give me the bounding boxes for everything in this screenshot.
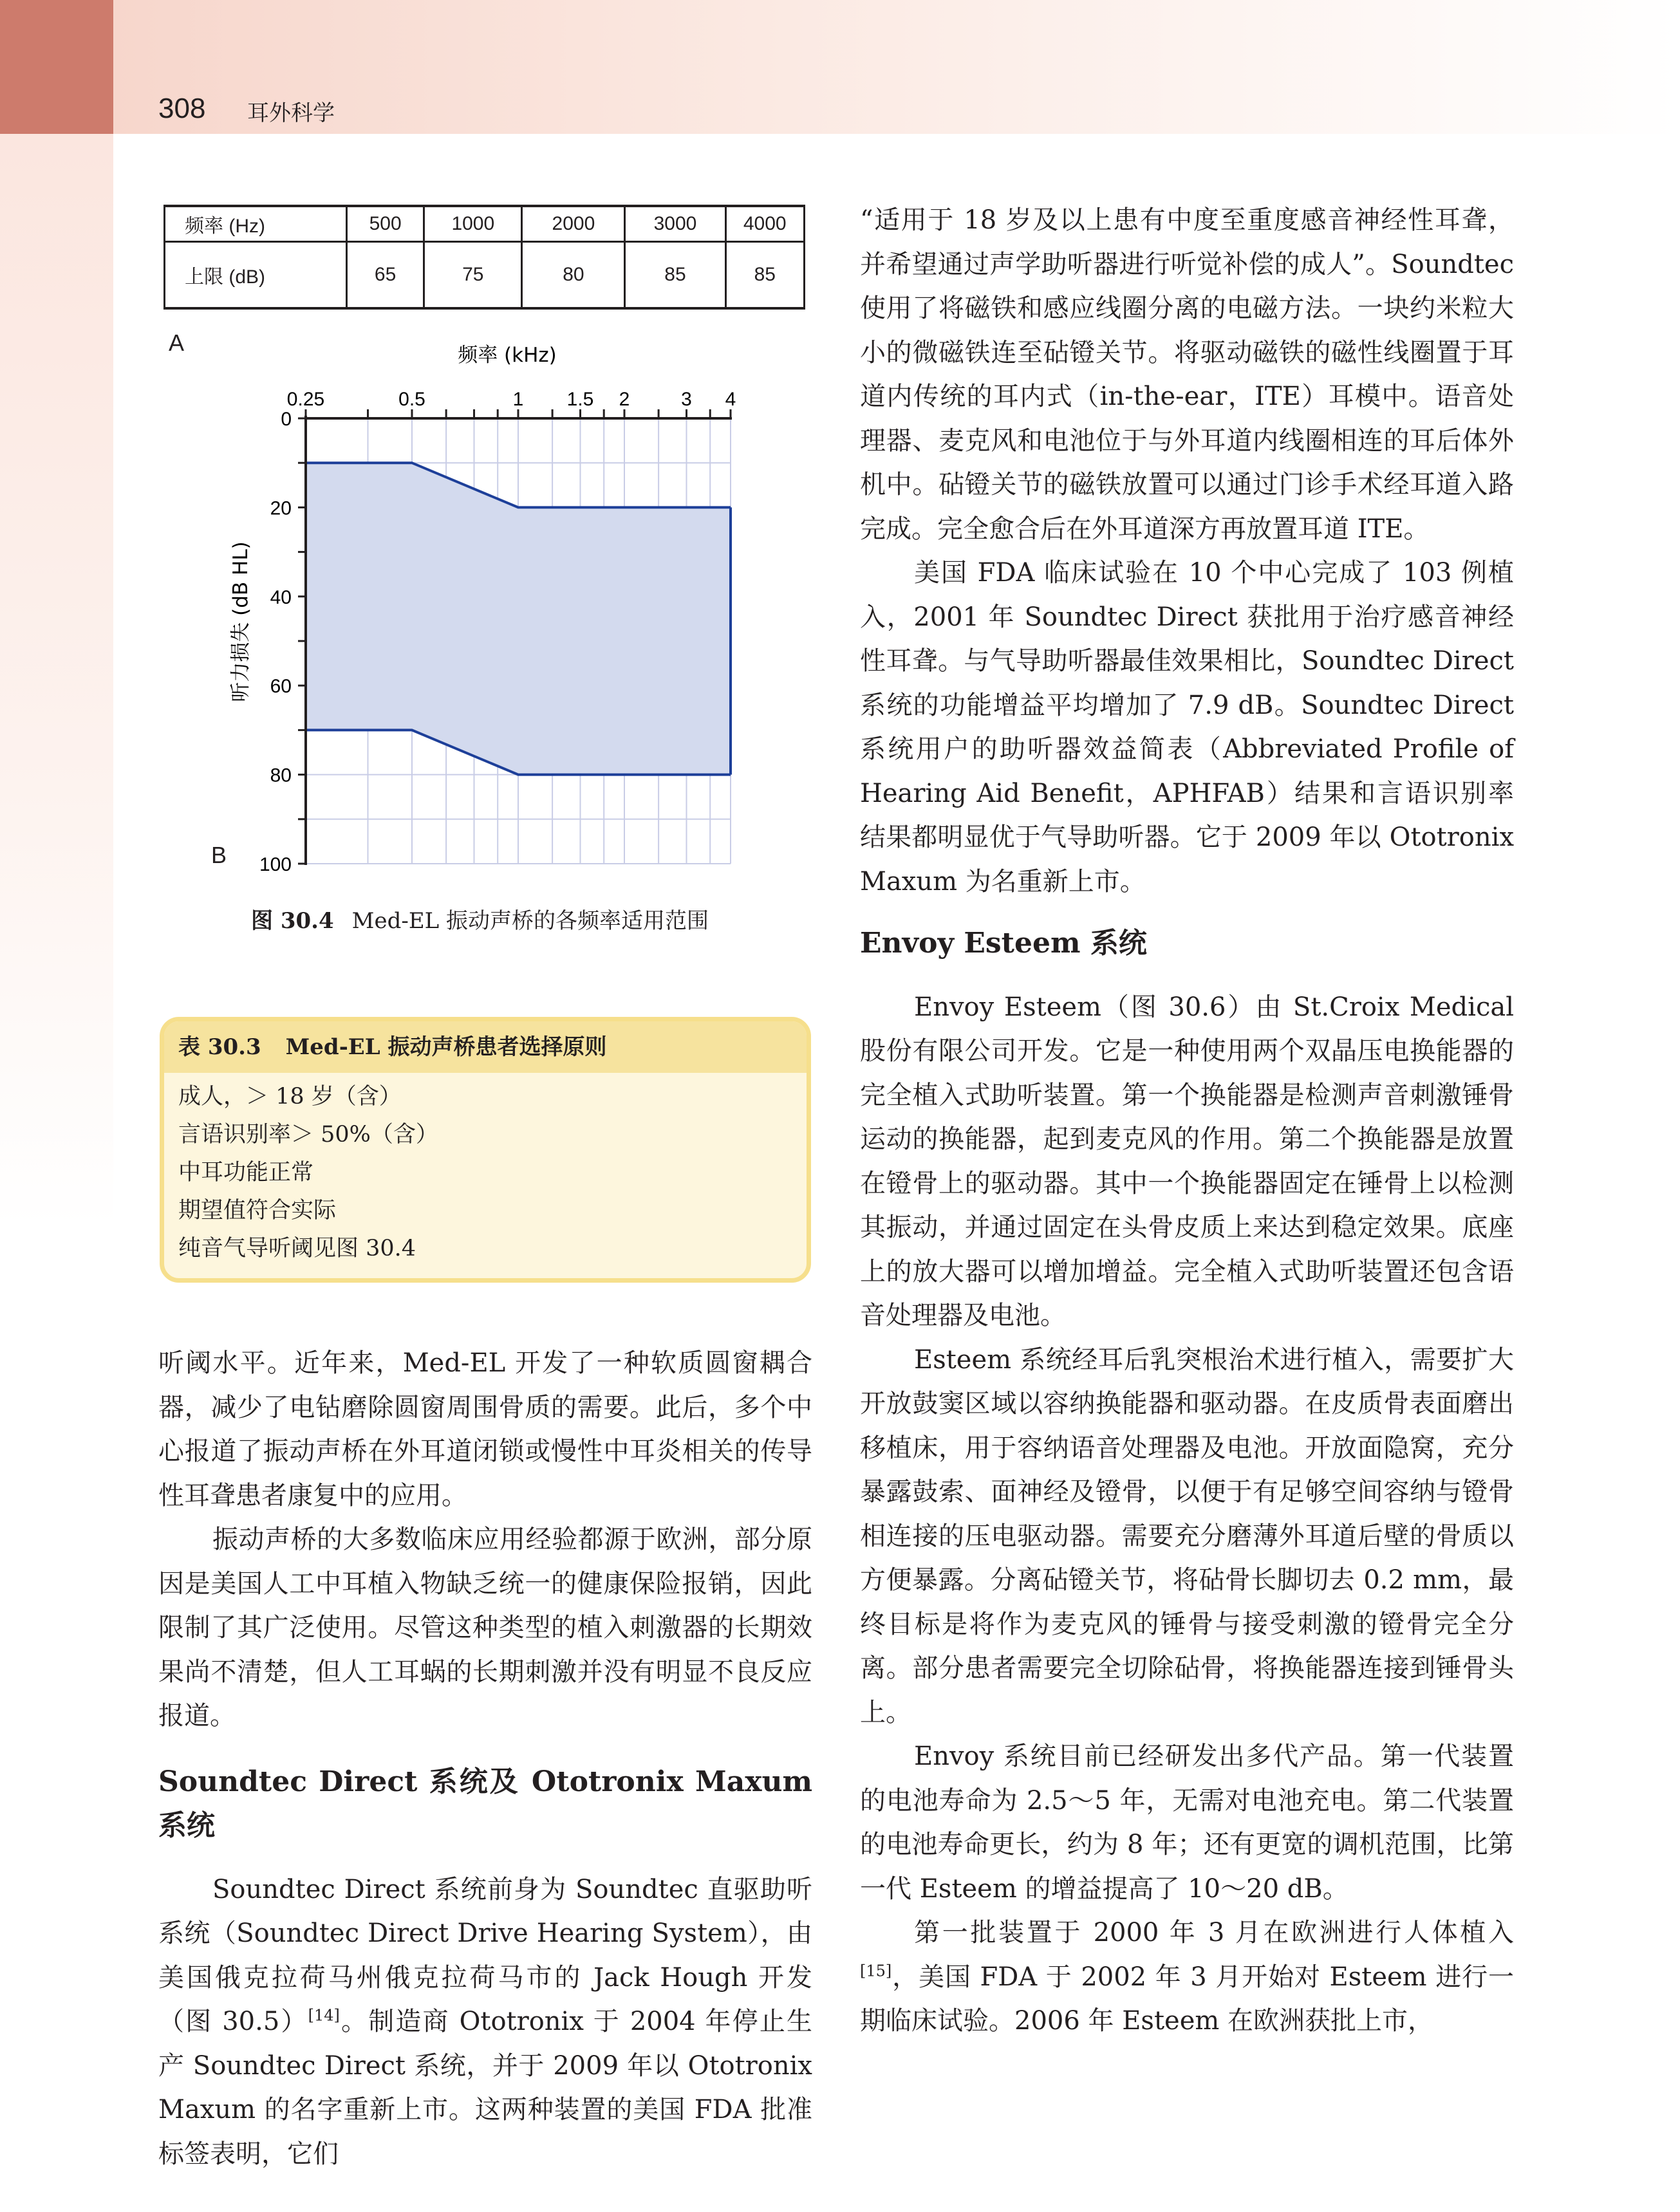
table-cell: 2000 (522, 206, 625, 242)
table-cell: 500 (346, 206, 424, 242)
paragraph: 听阈水平。近年来，Med-EL 开发了一种软质圆窗耦合器，减少了电钻磨除圆窗周围骨质的需要。此后，多个中心报道了振动声桥在外耳道闭锁或慢性中耳炎相关的传导性耳聋患者康复中的应用。 (158, 1348, 812, 1510)
box-label: 表 30.3 (178, 1034, 261, 1060)
x-tick-label: 3 (681, 389, 692, 410)
paragraph: 第一批装置于 2000 年 3 月在欧洲进行人体植入[15]，美国 FDA 于 2002 年 3 月开始对 Esteem 进行一期临床试验。2006 年 Esteem 在欧洲获批上市， (860, 1918, 1514, 2036)
table-cell: 85 (725, 242, 804, 309)
x-tick-label: 0.25 (286, 389, 325, 410)
y-tick-label: 80 (270, 765, 292, 786)
x-tick-label: 2 (619, 389, 630, 410)
table-cell: 75 (424, 242, 522, 309)
table-cell: 65 (346, 242, 424, 309)
paragraph: Soundtec Direct 系统前身为 Soundtec 直驱助听系统（Soundtec Direct Drive Hearing System），由美国俄克拉荷马州俄克拉荷马市的 Jack Hough 开发（图 30.5）[14]。制造商 Ototronix 于 2004 年停止生产 Soundtec Direct 系统，并于 2009 年以 Ototronix Maxum 的名字重新上市。这两种装置的美国 FDA 批准标签表明，它们 (158, 1874, 813, 2169)
selection-criteria-box (160, 1017, 811, 1283)
citation: [15] (860, 1962, 892, 1980)
hearing-range-area (306, 463, 731, 774)
paragraph: Esteem 系统经耳后乳突根治术进行植入，需要扩大开放鼓窦区域以容纳换能器和驱动器。在皮质骨表面磨出移植床，用于容纳语音处理器及电池。开放面隐窝，充分暴露鼓索、面神经及镫骨，以便于有足够空间容纳与镫骨相连接的压电驱动器。需要充分磨薄外耳道后壁的骨质以方便暴露。分离砧镫关节，将砧骨长脚切去 0.2 mm，最终目标是将作为麦克风的锤骨与接受刺激的镫骨完全分离。部分患者需要完全切除砧骨，将换能器连接到锤骨头上。 (860, 1344, 1514, 1727)
criteria-item: 期望值符合实际 (178, 1198, 337, 1223)
frequency-limit-table (163, 205, 805, 310)
section-heading: Envoy Esteem 系统 (860, 927, 1147, 960)
table-cell: 80 (522, 242, 625, 309)
margin-band (0, 134, 113, 1228)
table-cell: 1000 (424, 206, 522, 242)
y-tick-label: 0 (281, 409, 292, 430)
chart-xlabel: 频率 (kHz) (458, 344, 557, 367)
citation: [14] (308, 2006, 340, 2025)
y-tick-label: 40 (270, 586, 292, 608)
hearing-range-chart (219, 335, 772, 875)
x-tick-label: 0.5 (398, 389, 425, 410)
panel-a-label: A (169, 330, 185, 356)
caption-label: 图 30.4 (251, 908, 334, 934)
table-cell: 3000 (625, 206, 725, 242)
paragraph: 美国 FDA 临床试验在 10 个中心完成了 103 例植入，2001 年 Soundtec Direct 获批用于治疗感音神经性耳聋。与气导助听器最佳效果相比，Soundtec Direct 系统的功能增益平均增加了 7.9 dB。Soundtec Direct 系统用户的助听器效益简表（Abbreviated Profile of Hearing Aid Benefit，APHFAB）结果和言语识别率结果都明显优于气导助听器。它于 2009 年以 Ototronix Maxum 为名重新上市。 (860, 558, 1514, 897)
paragraph: Envoy 系统目前已经研发出多代产品。第一代装置的电池寿命为 2.5～5 年，无需对电池充电。第二代装置的电池寿命更长，约为 8 年；还有更宽的调机范围，比第一代 Esteem 的增益提高了 10～20 dB。 (860, 1742, 1514, 1904)
figure-caption (251, 903, 709, 934)
table-cell: 4000 (725, 206, 804, 242)
criteria-item: 言语识别率＞ 50%（含） (178, 1122, 438, 1148)
table-row-header: 上限 (dB) (165, 242, 347, 309)
x-tick-label: 1 (512, 389, 524, 410)
y-tick-label: 60 (270, 676, 292, 698)
y-tick-label: 20 (270, 497, 292, 519)
box-title (164, 1021, 807, 1073)
left-column (158, 1341, 812, 2176)
caption-text: Med-EL 振动声桥的各频率适用范围 (351, 908, 709, 934)
y-tick-label: 100 (259, 854, 292, 875)
x-tick-label: 1.5 (566, 389, 594, 410)
page-number: 308 (158, 93, 206, 124)
chart-ylabel: 听力损失 (dB HL) (229, 541, 252, 702)
panel-b-label: B (211, 842, 227, 868)
criteria-item: 中耳功能正常 (178, 1160, 314, 1185)
corner-block (0, 0, 113, 134)
right-column (860, 198, 1514, 2043)
table-cell: 85 (625, 242, 725, 309)
paragraph: “适用于 18 岁及以上患有中度至重度感音神经性耳聋，并希望通过声学助听器进行听觉补偿的成人”。Soundtec 使用了将磁铁和感应线圈分离的电磁方法。一块约米粒大小的微磁铁连至砧镫关节。将驱动磁铁的磁性线圈置于耳道内传统的耳内式（in-the-ear，ITE）耳模中。语音处理器、麦克风和电池位于与外耳道内线圈相连的耳后体外机中。砧镫关节的磁铁放置可以通过门诊手术经耳道入路完成。完全愈合后在外耳道深方再放置耳道 ITE。 (860, 205, 1514, 544)
table-row-header: 频率 (Hz) (165, 206, 347, 242)
criteria-item: 纯音气导听阈见图 30.4 (178, 1236, 416, 1261)
criteria-item: 成人，＞ 18 岁（含） (178, 1084, 402, 1110)
running-title: 耳外科学 (247, 100, 335, 126)
box-title-text: Med-EL 振动声桥患者选择原则 (285, 1034, 607, 1060)
paragraph: Envoy Esteem（图 30.6）由 St.Croix Medical 股份有限公司开发。它是一种使用两个双晶压电换能器的完全植入式助听装置。第一个换能器是检测声音刺激锤骨运动的换能器，起到麦克风的作用。第二个换能器是放置在镫骨上的驱动器。其中一个换能器固定在锤骨上以检测其振动，并通过固定在头骨皮质上来达到稳定效果。底座上的放大器可以增加增益。完全植入式助听装置还包含语音处理器及电池。 (860, 992, 1514, 1330)
x-tick-label: 4 (725, 389, 736, 410)
paragraph: 振动声桥的大多数临床应用经验都源于欧洲，部分原因是美国人工中耳植入物缺乏统一的健康保险报销，因此限制了其广泛使用。尽管这种类型的植入刺激器的长期效果尚不清楚，但人工耳蜗的长期刺激并没有明显不良反应报道。 (158, 1525, 812, 1731)
section-heading: Soundtec Direct 系统及 Ototronix Maxum 系统 (158, 1765, 812, 1842)
